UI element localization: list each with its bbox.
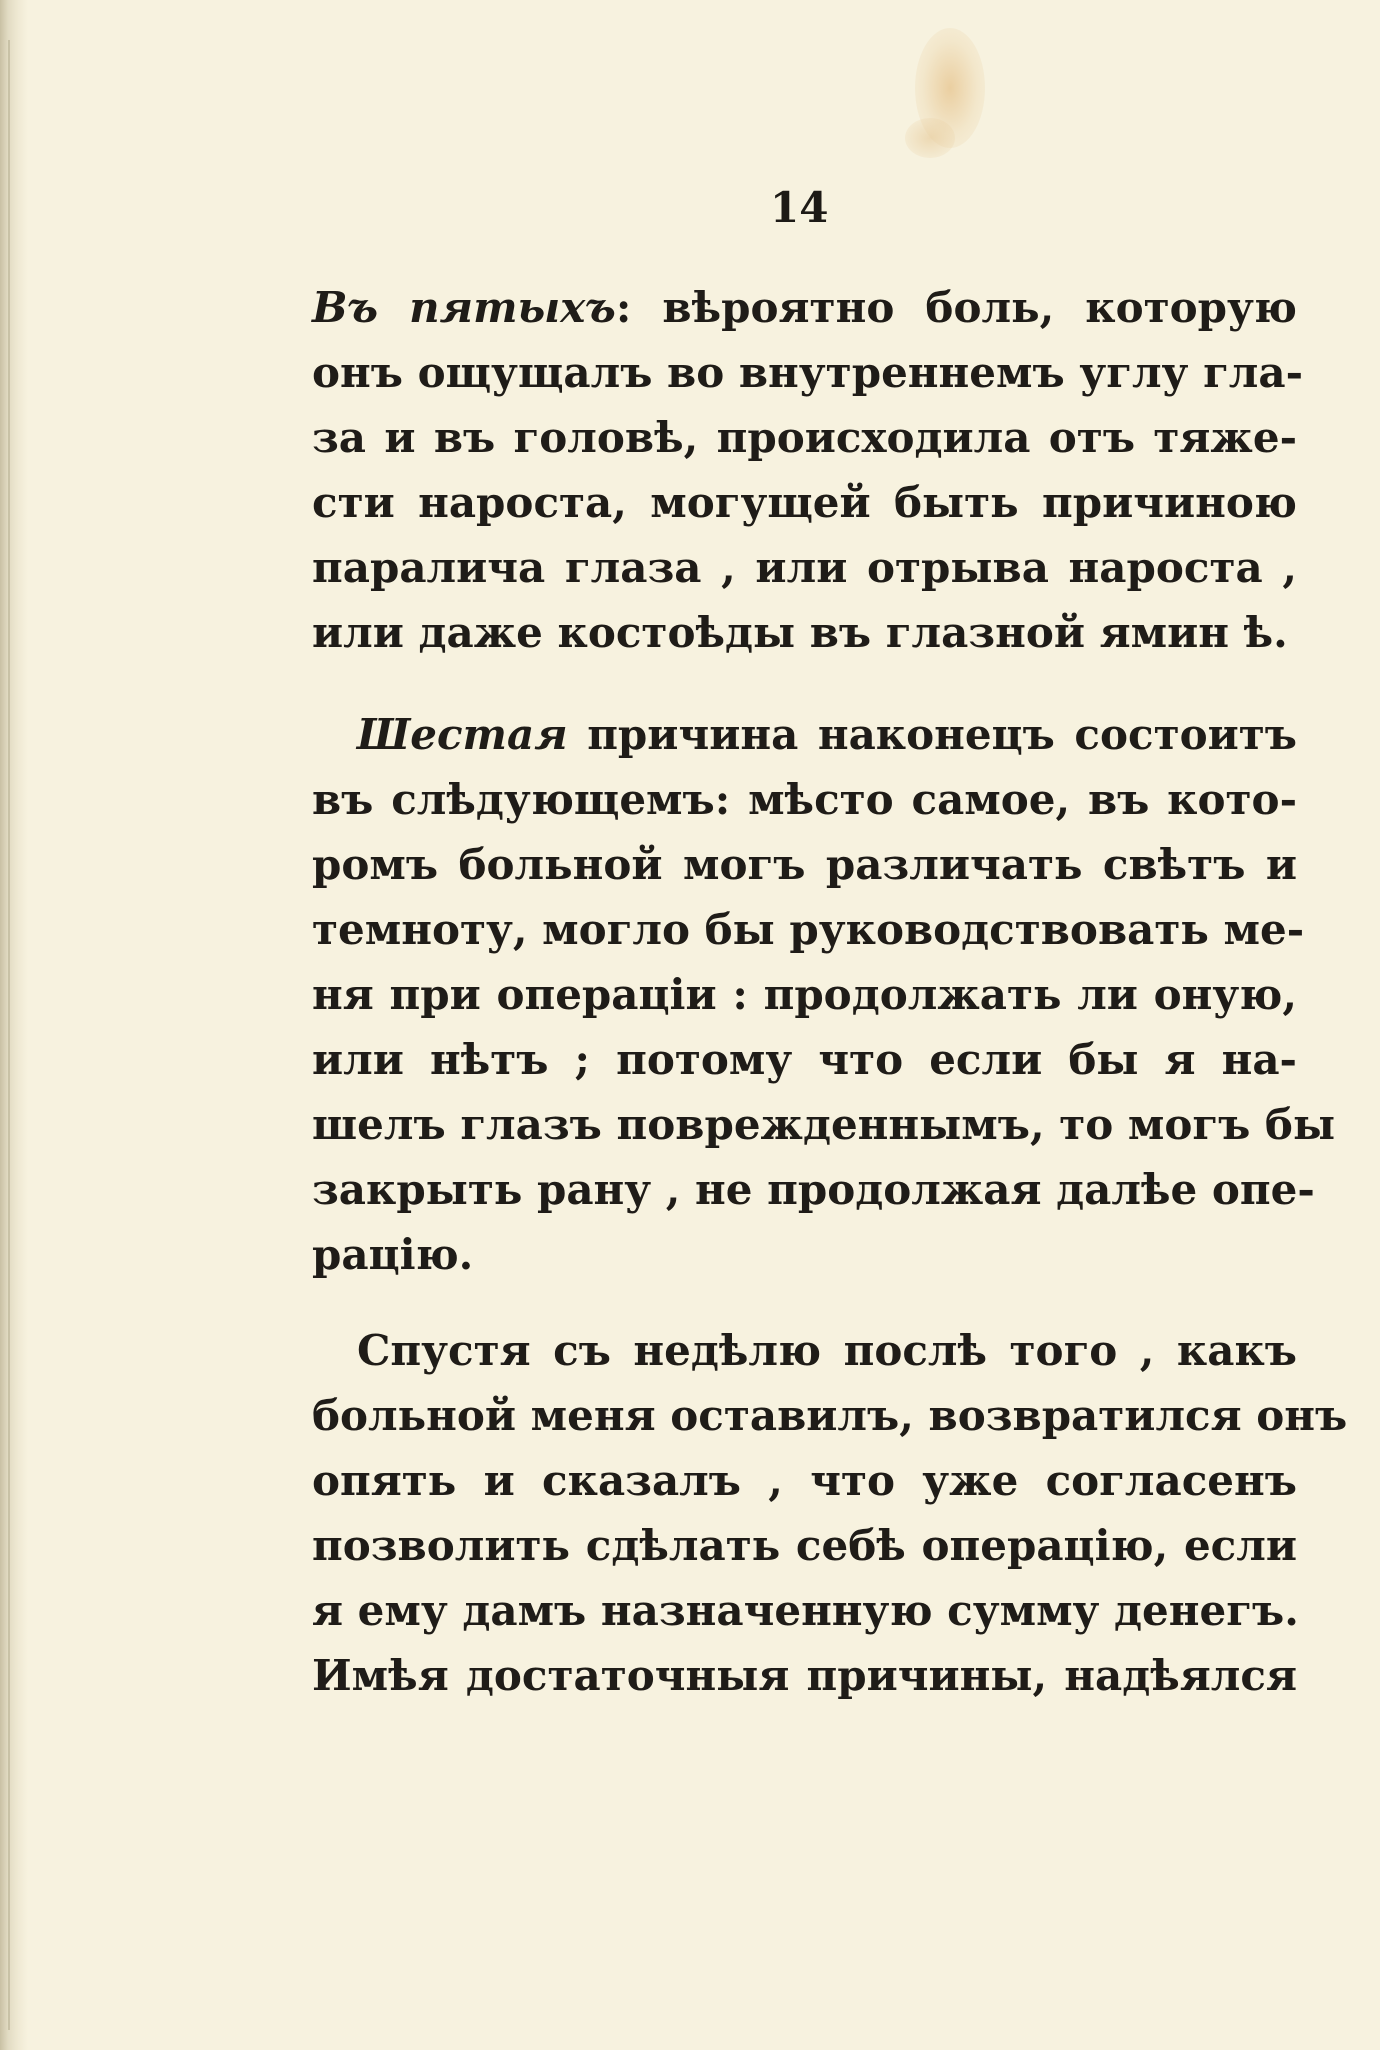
paragraph-sixth <box>312 702 1336 1287</box>
emphasis-heading: Шестая <box>357 710 568 759</box>
text-line: за и въ головѣ, происходила отъ тяже- <box>312 413 1297 462</box>
text-line: онъ ощущалъ во внутреннемъ углу гла- <box>312 348 1304 397</box>
binding-line <box>8 40 10 2030</box>
text-line: рацію. <box>312 1230 474 1279</box>
line-text: : вѣроятно боль, которую <box>615 283 1297 332</box>
emphasis-heading: Въ пятыхъ <box>312 283 616 332</box>
text-line: шелъ глазъ поврежденнымъ, то могъ бы <box>312 1100 1336 1149</box>
text-line: Спустя съ недѣлю послѣ того , какъ <box>357 1326 1297 1375</box>
text-line: или нѣтъ ; потому что если бы я на- <box>312 1035 1297 1084</box>
text-line: больной меня оставилъ, возвратился онъ <box>312 1391 1348 1440</box>
text-line <box>312 275 1297 340</box>
text-line: Имѣя достаточныя причины, надѣялся <box>312 1651 1297 1700</box>
text-line: ромъ больной могъ различать свѣтъ и <box>312 840 1297 889</box>
text-line: опять и сказалъ , что уже согласенъ <box>312 1456 1297 1505</box>
text-line: темноту, могло бы руководствовать ме- <box>312 905 1305 954</box>
text-line: закрыть рану , не продолжая далѣе опе- <box>312 1165 1315 1214</box>
text-line: въ слѣдующемъ: мѣсто самое, въ кото- <box>312 775 1297 824</box>
text-line: или даже костоѣды въ глазной ямин ѣ. <box>312 608 1288 657</box>
text-line: ня при операціи : продолжать ли оную, <box>312 970 1297 1019</box>
paragraph-fifth <box>312 275 1304 665</box>
text-line <box>312 702 1297 767</box>
page-binding-edge <box>0 0 28 2050</box>
line-text: причина наконецъ состоитъ <box>567 710 1297 759</box>
text-line: сти нароста, могущей быть причиною <box>312 478 1297 527</box>
text-line: паралича глаза , или отрыва нароста , <box>312 543 1297 592</box>
page-number-text: 14 <box>770 183 829 232</box>
paper-stain-small <box>905 118 955 158</box>
text-line: я ему дамъ назначенную сумму денегъ. <box>312 1586 1299 1635</box>
text-line: позволить сдѣлать себѣ операцію, если <box>312 1521 1297 1570</box>
paragraph-following <box>312 1318 1348 1708</box>
